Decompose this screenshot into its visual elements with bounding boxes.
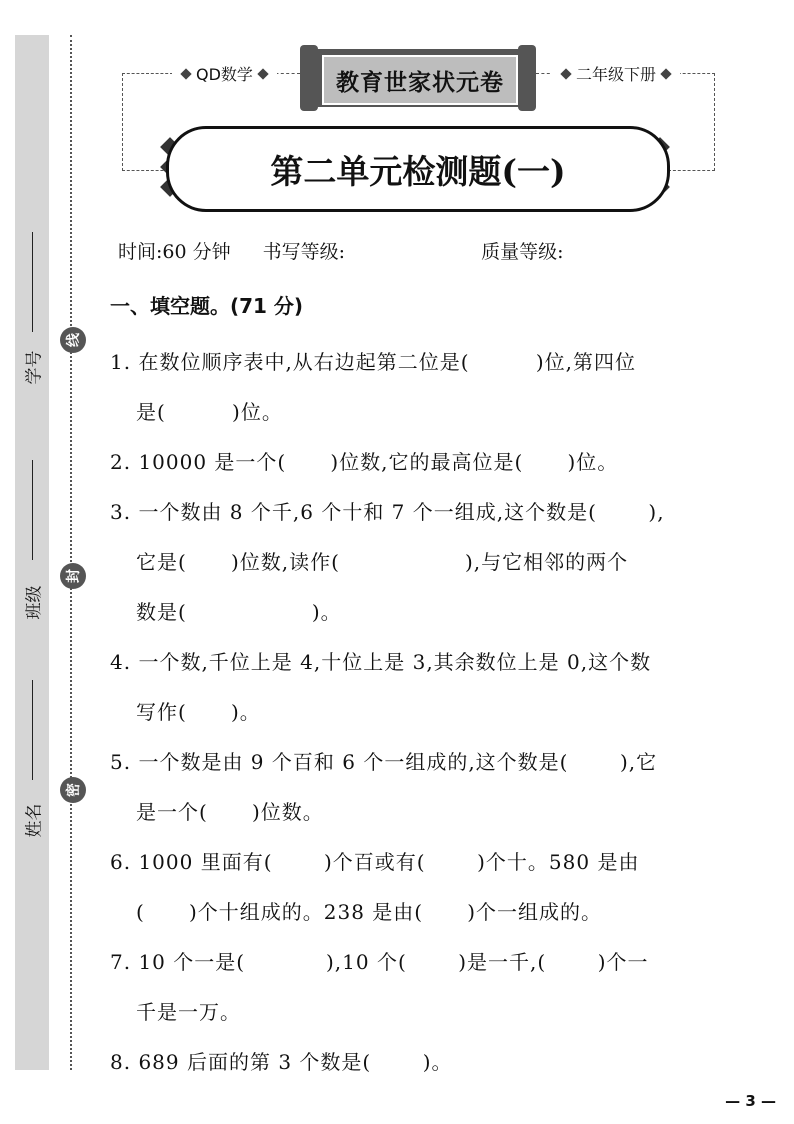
page-number: — 3 —: [725, 1092, 776, 1110]
question-line: 数是( )。: [136, 600, 342, 624]
series-title: 教育世家状元卷: [322, 55, 518, 105]
cut-mark-xian: 线: [60, 327, 86, 353]
section-heading: 一、填空题。(71 分): [110, 294, 304, 318]
banji-line: [32, 460, 33, 560]
question-line: 3. 一个数由 8 个千,6 个十和 7 个一组成,这个数是( ),: [110, 500, 665, 524]
diamond-icon: [560, 68, 571, 79]
diamond-icon: [180, 68, 191, 79]
question-line: 6. 1000 里面有( )个百或有( )个十。580 是由: [110, 850, 640, 874]
cut-mark-mi: 密: [60, 777, 86, 803]
writing-grade-label: 书写等级:: [262, 241, 346, 263]
question-line: ( )个十组成的。238 是由( )个一组成的。: [136, 900, 603, 924]
question-line: 2. 10000 是一个( )位数,它的最高位是( )位。: [110, 450, 619, 474]
page-title: 第二单元检测题(一): [166, 126, 670, 212]
header-dash-right: [668, 73, 715, 171]
xuehao-line: [32, 232, 33, 332]
question-line: 是( )位。: [136, 400, 283, 424]
question-line: 写作( )。: [136, 700, 261, 724]
question-line: 1. 在数位顺序表中,从右边起第二位是( )位,第四位: [110, 350, 636, 374]
question-line: 它是( )位数,读作( ),与它相邻的两个: [136, 550, 629, 574]
diamond-icon: [660, 68, 671, 79]
question-line: 8. 689 后面的第 3 个数是( )。: [110, 1050, 453, 1074]
xuehao-label: 学号: [24, 350, 45, 385]
xingming-line: [32, 680, 33, 780]
question-line: 是一个( )位数。: [136, 800, 324, 824]
question-line: 5. 一个数是由 9 个百和 6 个一组成的,这个数是( ),它: [110, 750, 658, 774]
cut-dotted-line: [70, 35, 72, 1070]
question-line: 7. 10 个一是( ),10 个( )是一千,( )个一: [110, 950, 649, 974]
quality-grade-label: 质量等级:: [481, 241, 564, 263]
time-label: 时间:60 分钟: [118, 241, 231, 263]
series-scroll-banner: [300, 45, 536, 111]
exam-info: [118, 237, 590, 264]
banji-label: 班级: [24, 585, 45, 620]
diamond-icon: [257, 68, 268, 79]
subject-tag: QD数学: [172, 62, 277, 85]
question-line: 千是一万。: [136, 1000, 241, 1024]
question-line: 4. 一个数,千位上是 4,十位上是 3,其余数位上是 0,这个数: [110, 650, 652, 674]
cut-mark-feng: 封: [60, 563, 86, 589]
grade-tag: 二年级下册: [552, 62, 680, 85]
xingming-label: 姓名: [24, 803, 45, 838]
